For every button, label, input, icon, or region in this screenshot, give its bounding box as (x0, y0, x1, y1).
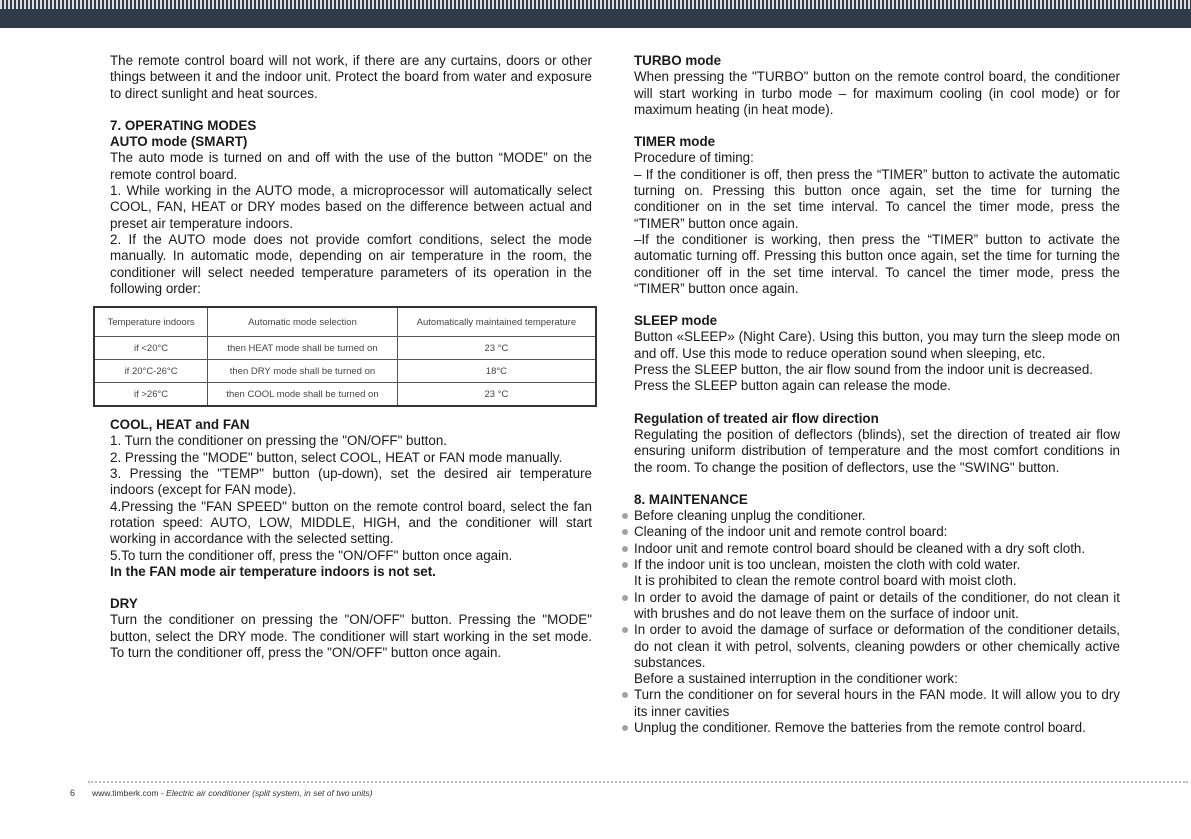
sleep-p3: Press the SLEEP button again can release the mode. (634, 378, 951, 394)
right-column (634, 53, 1120, 736)
table-header-cell: Automatic mode selection (208, 307, 398, 337)
turbo-title: TURBO mode (634, 53, 722, 68)
table-cell: then HEAT mode shall be turned on (208, 337, 398, 360)
cool-item: 3. Pressing the "TEMP" button (up-down), set the desired air temperature indoors (except for FAN mode). (110, 466, 592, 498)
table-header-cell: Automatically maintained temperature (397, 307, 596, 337)
header-bar (0, 0, 1191, 28)
list-item: Cleaning of the indoor unit and remote control board: (634, 524, 1120, 540)
dry-text: Turn the conditioner on pressing the "ON/OFF" button. Pressing the "MODE" button, select the DRY mode. The conditioner will start working in the set mode. To turn the conditioner off, press the "ON/OFF" button once again. (110, 612, 592, 661)
auto-mode-table (93, 306, 597, 407)
list-item (634, 622, 1120, 687)
sleep-p2: Press the SLEEP button, the air flow sound from the indoor unit is decreased. (634, 362, 1094, 378)
footer-site: www.timberk.com (92, 788, 159, 798)
auto-mode-p1: The auto mode is turned on and off with the use of the button “MODE” on the remote control board. (110, 150, 592, 182)
section-7-title: 7. OPERATING MODES (110, 117, 257, 133)
footer-desc: Electric air conditioner (split system, in set of two units) (166, 788, 373, 798)
maintenance-title: 8. MAINTENANCE (634, 491, 748, 507)
maintenance-note: It is prohibited to clean the remote control board with moist cloth. (634, 573, 1017, 589)
timer-p2: –If the conditioner is working, then press the “TIMER” button to activate the automatic turning off. Pressing this button once again, set the time for turning the conditioner off in the set time interval. To cancel the timer mode, press the “TIMER” button once again. (634, 231, 1120, 296)
cool-heat-fan-title: COOL, HEAT and FAN (110, 417, 250, 433)
page-number: 6 (70, 788, 76, 798)
table-row (94, 337, 596, 360)
dry-title: DRY (110, 596, 138, 612)
list-item: Turn the conditioner on for several hours in the FAN mode. It will allow you to dry its inner cavities (634, 687, 1120, 719)
timer-p1: – If the conditioner is off, then press the “TIMER” button to activate the automatic turning on. Pressing this button once again, set the time for turning the conditioner on in the set time interval. To cancel the timer mode, press the “TIMER” button once again. (634, 166, 1120, 231)
cool-item: 5.To turn the conditioner off, press the "ON/OFF" button once again. (110, 547, 513, 563)
table-row (94, 383, 596, 407)
table-cell: if >26°C (94, 383, 208, 407)
auto-mode-title: AUTO mode (SMART) (110, 134, 248, 150)
footer-text (92, 788, 373, 798)
table-cell: if <20°C (94, 337, 208, 360)
list-item: Unplug the conditioner. Remove the batteries from the remote control board. (634, 720, 1120, 736)
airflow-title: Regulation of treated air flow direction (634, 410, 879, 426)
maintenance-list (634, 508, 1120, 736)
left-column (107, 53, 592, 661)
auto-mode-p3: 2. If the AUTO mode does not provide comfort conditions, select the mode manually. In automatic mode, depending on air temperature in the room, the conditioner will select needed temperature parameters of its operation in the following order: (110, 231, 592, 296)
timer-sub: Procedure of timing: (634, 150, 754, 166)
table-cell: then DRY mode shall be turned on (208, 360, 398, 383)
list-item (634, 557, 1120, 590)
table-header-cell: Temperature indoors (94, 307, 208, 337)
table-cell: 23 °C (397, 383, 596, 407)
airflow-text: Regulating the position of deflectors (blinds), set the direction of treated air flow ensuring uniform distribution of temperature and the most comfort conditions in the room. To change the position of deflectors, use the "SWING" button. (634, 426, 1120, 475)
list-item: In order to avoid the damage of paint or details of the conditioner, do not clean it with brushes and do not leave them on the surface of indoor unit. (634, 589, 1120, 621)
fan-mode-note: In the FAN mode air temperature indoors is not set. (110, 563, 436, 579)
cool-item: 1. Turn the conditioner on pressing the "ON/OFF" button. (110, 433, 448, 449)
turbo-text: When pressing the "TURBO" button on the remote control board, the conditioner will start working in turbo mode – for maximum cooling (in cool mode) or for maximum heating (in heat mode). (634, 69, 1120, 117)
list-item-text: If the indoor unit is too unclean, moisten the cloth with cold water. (634, 557, 1021, 573)
list-item: Indoor unit and remote control board should be cleaned with a dry soft cloth. (634, 541, 1120, 557)
footer-divider (88, 781, 1188, 783)
timer-title: TIMER mode (634, 134, 716, 150)
table-cell: 23 °C (397, 337, 596, 360)
table-row (94, 360, 596, 383)
sleep-p1: Button «SLEEP» (Night Care). Using this button, you may turn the sleep mode on and off. Use this mode to reduce operation sound when sleeping, etc. (634, 329, 1120, 361)
intro-text: The remote control board will not work, if there are any curtains, doors or other things between it and the indoor unit. Protect the board from water and exposure to direct sunlight and heat sources. (110, 53, 592, 101)
table-cell: then COOL mode shall be turned on (208, 383, 398, 407)
header-stripes (0, 0, 1191, 9)
table-cell: 18°C (397, 360, 596, 383)
sleep-title: SLEEP mode (634, 313, 718, 329)
list-item: Before cleaning unplug the conditioner. (634, 508, 1120, 524)
table-header-row (94, 307, 596, 337)
cool-item: 2. Pressing the "MODE" button, select COOL, HEAT or FAN mode manually. (110, 449, 563, 465)
auto-mode-p2: 1. While working in the AUTO mode, a microprocessor will automatically select COOL, FAN, HEAT or DRY modes based on the difference between actual and preset air temperature indoors. (110, 183, 592, 231)
table-cell: if 20°C-26°C (94, 360, 208, 383)
list-item-text: In order to avoid the damage of surface or deformation of the conditioner details, do not clean it with petrol, solvents, cleaning powders or other chemically active substances. (634, 622, 1120, 670)
interruption-text: Before a sustained interruption in the conditioner work: (634, 671, 958, 687)
cool-item: 4.Pressing the "FAN SPEED" button on the remote control board, select the fan rotation speed: AUTO, LOW, MIDDLE, HIGH, and the conditioner will start working in accordance with the selected setting. (110, 498, 592, 547)
footer-sep: - (158, 788, 167, 798)
